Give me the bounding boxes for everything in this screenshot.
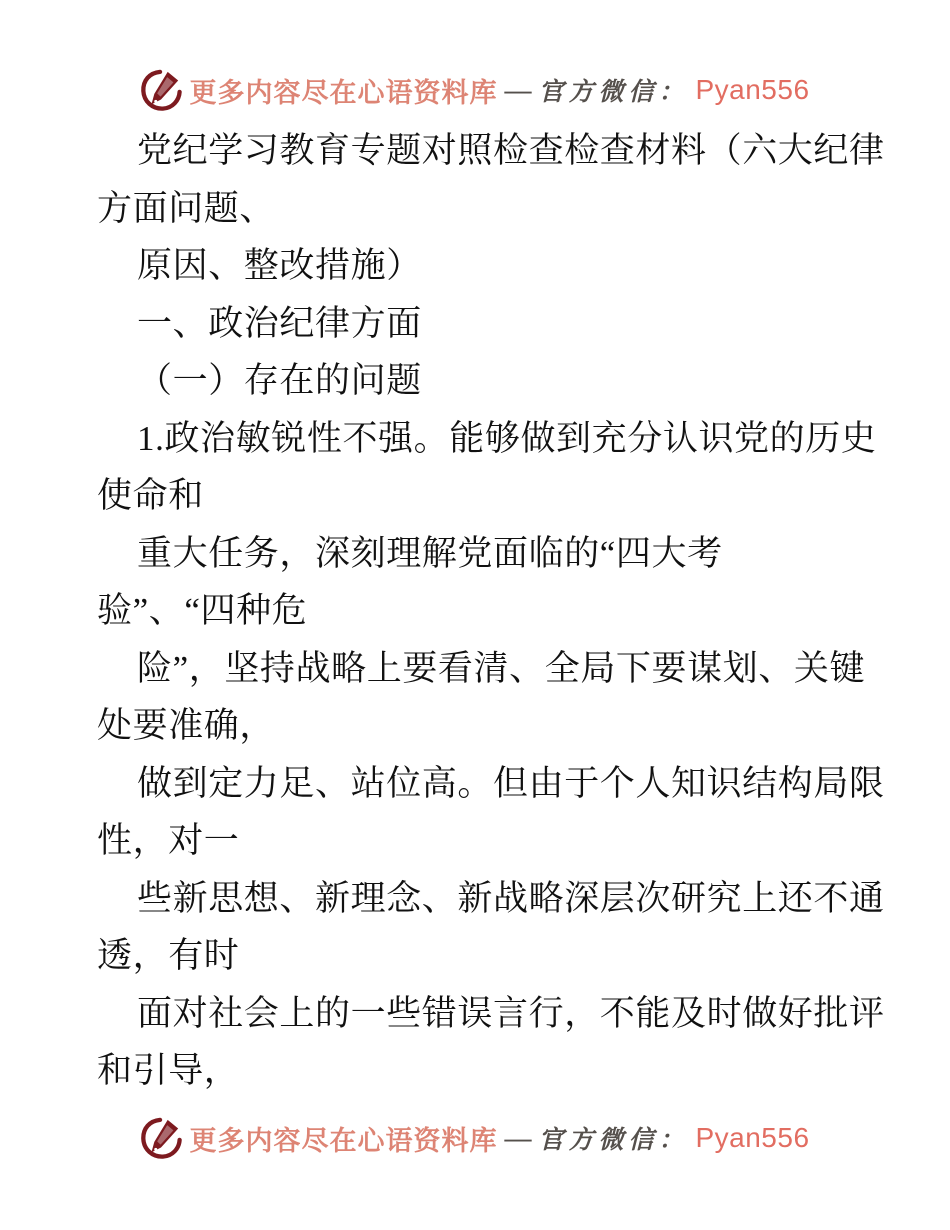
body-text-line: 处要准确， xyxy=(97,706,276,745)
watermark-wechat-label: 官方微信： xyxy=(538,1127,689,1154)
body-text-line: 性，对一 xyxy=(97,821,240,860)
doc-title-line: 党纪学习教育专题对照检查检查材料（六大纪律 xyxy=(137,131,885,170)
watermark-dash: — xyxy=(504,1122,532,1153)
body-text-line: 重大任务，深刻理解党面临的“四大考 xyxy=(137,533,723,573)
body-text-line: 些新思想、新理念、新战略深层次研究上还不通 xyxy=(137,878,885,918)
watermark-wechat-id: Pyan556 xyxy=(695,74,810,105)
body-text-line: 1.政治敏锐性不强。能够做到充分认识党的历史 xyxy=(137,418,877,458)
body-text-line: 面对社会上的一些错误言行，不能及时做好批评 xyxy=(137,993,885,1033)
watermark-header xyxy=(0,68,950,112)
watermark-dash: — xyxy=(504,74,532,105)
doc-title-line: 方面问题、 xyxy=(97,188,276,228)
watermark-wechat-label: 官方微信： xyxy=(538,79,689,106)
body-text-line: 和引导， xyxy=(97,1051,240,1090)
body-text-line: 使命和 xyxy=(97,476,204,515)
body-text-line: 做到定力足、站位高。但由于个人知识结构局限 xyxy=(137,763,885,803)
brand-pen-logo-icon xyxy=(140,1116,182,1160)
body-text-line: 险”，坚持战略上要看清、全局下要谋划、关键 xyxy=(137,648,866,688)
body-text-line: 透，有时 xyxy=(97,936,240,975)
watermark-site-text: 更多内容尽在心语资料库 xyxy=(189,1125,498,1156)
watermark-site-text: 更多内容尽在心语资料库 xyxy=(189,77,498,108)
brand-pen-logo-icon xyxy=(140,68,182,112)
watermark-footer xyxy=(0,1116,950,1160)
body-text-line: 一、政治纪律方面 xyxy=(137,303,422,343)
doc-title-line: 原因、整改措施） xyxy=(137,246,422,285)
document-body xyxy=(97,122,887,1100)
body-text-line: （一）存在的问题 xyxy=(137,361,422,400)
body-text-line: 验”、“四种危 xyxy=(97,591,308,630)
watermark-wechat-id: Pyan556 xyxy=(695,1122,810,1153)
